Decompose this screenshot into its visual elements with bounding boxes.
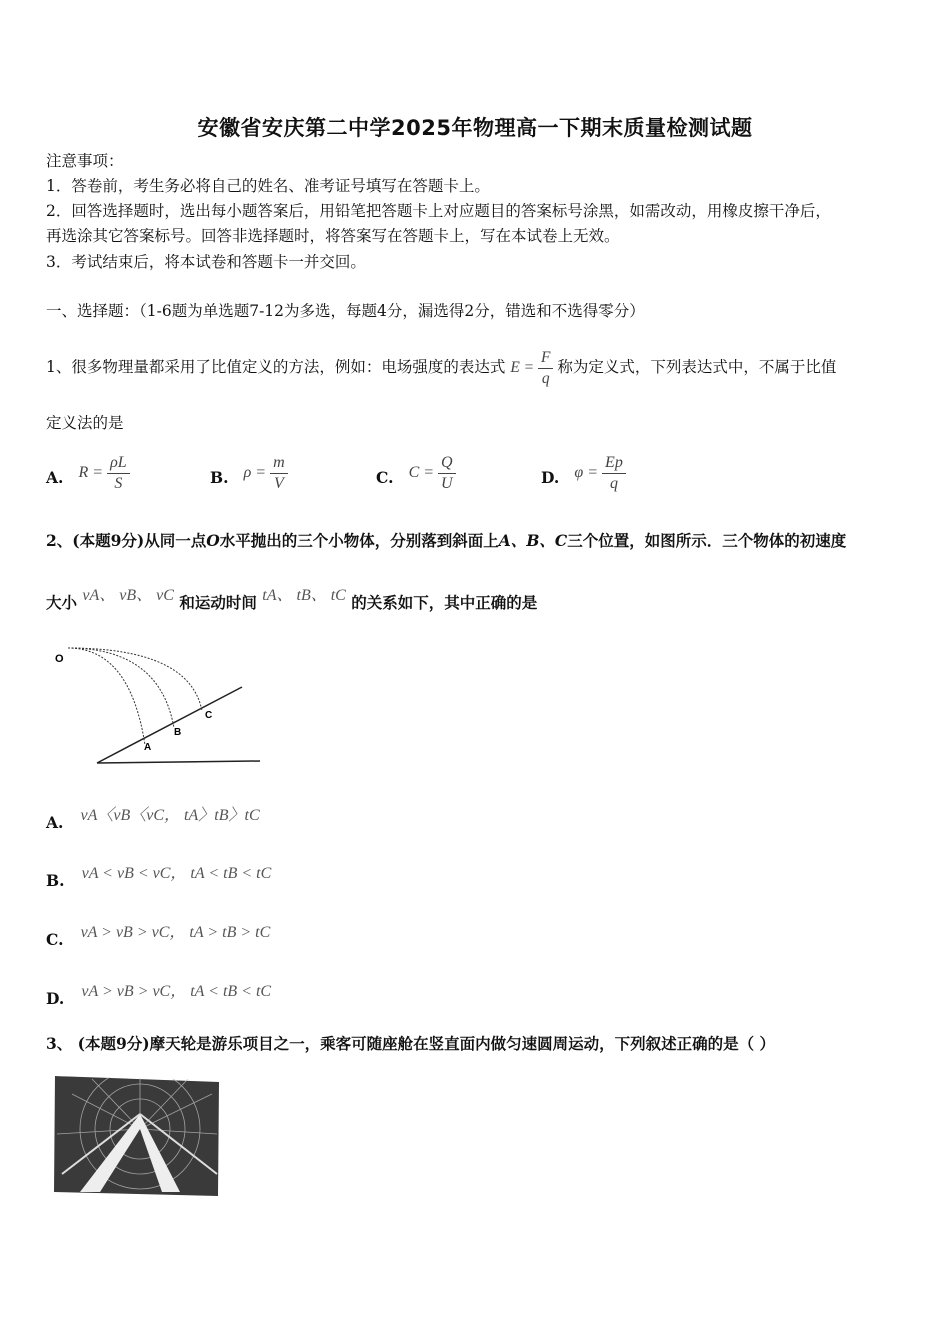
notice-item-2-cont: 再选涂其它答案标号。回答非选择题时，将答案写在答题卡上，写在本试卷上无效。	[46, 227, 620, 245]
q2-stem-cont: 大小 vA、 vB、 vC 和运动时间 tA、 tB、 tC 的关系如下，其中正确的是	[46, 587, 538, 612]
notice-item-1: 1．答卷前，考生务必将自己的姓名、准考证号填写在答题卡上。	[46, 177, 490, 195]
notice-heading: 注意事项：	[46, 152, 124, 170]
q2-stem: 2、(本题9分)从同一点O水平抛出的三个小物体，分别落到斜面上A、B、C三个位置，如图所示．三个物体的初速度	[46, 531, 847, 550]
q2-option-c[interactable]: C. vA > vB > vC， tA > tB > tC	[46, 924, 271, 949]
q2-option-d[interactable]: D. vA > vB > vC， tA < tB < tC	[46, 983, 272, 1008]
q1-option-d[interactable]: D. φ = $\frac{Ep}{q}$	[541, 453, 626, 494]
section-heading: 一、选择题：（1-6题为单选题7-12为多选，每题4分，漏选得2分，错选和不选得零分）	[46, 302, 645, 320]
page-title: 安徽省安庆第二中学2025年物理高一下期末质量检测试题	[197, 116, 753, 140]
q1-option-a[interactable]: A. R = $\frac{\rho L}{S}$	[46, 453, 130, 494]
notice-item-2: 2．回答选择题时，选出每小题答案后，用铅笔把答题卡上对应题目的答案标号涂黑，如需改动，用橡皮擦干净后，	[46, 202, 831, 220]
ferris-wheel-photo	[52, 1074, 222, 1198]
q1-option-b[interactable]: B. ρ = $\frac{m}{V}$	[210, 453, 288, 494]
label-b: B	[174, 727, 182, 738]
q2-option-b[interactable]: B. vA < vB < vC， tA < tB < tC	[46, 865, 272, 890]
notice-item-3: 3．考试结束后，将本试卷和答题卡一并交回。	[46, 253, 366, 271]
q1-option-c[interactable]: C. C = $\frac{Q}{U}$	[376, 453, 456, 494]
q3-stem: 3、 (本题9分)摩天轮是游乐项目之一，乘客可随座舱在竖直面内做匀速圆周运动，下列叙述正确的是（ ）	[46, 1034, 776, 1053]
q2-option-a[interactable]: A. vA〈vB〈vC， tA〉tB〉tC	[46, 807, 260, 832]
label-a: A	[144, 742, 152, 753]
q1-formula: E = $\frac{F}{q}$	[510, 359, 557, 376]
projectile-diagram	[50, 640, 265, 770]
q1-stem: 1、很多物理量都采用了比值定义的方法，例如：电场强度的表达式 E = $\frac{F}{q}$ 称为定义式，下列表达式中，不属于比值	[46, 349, 837, 387]
label-c: C	[205, 710, 213, 721]
q1-stem-cont: 定义法的是	[46, 414, 124, 432]
label-o: O	[55, 653, 64, 665]
